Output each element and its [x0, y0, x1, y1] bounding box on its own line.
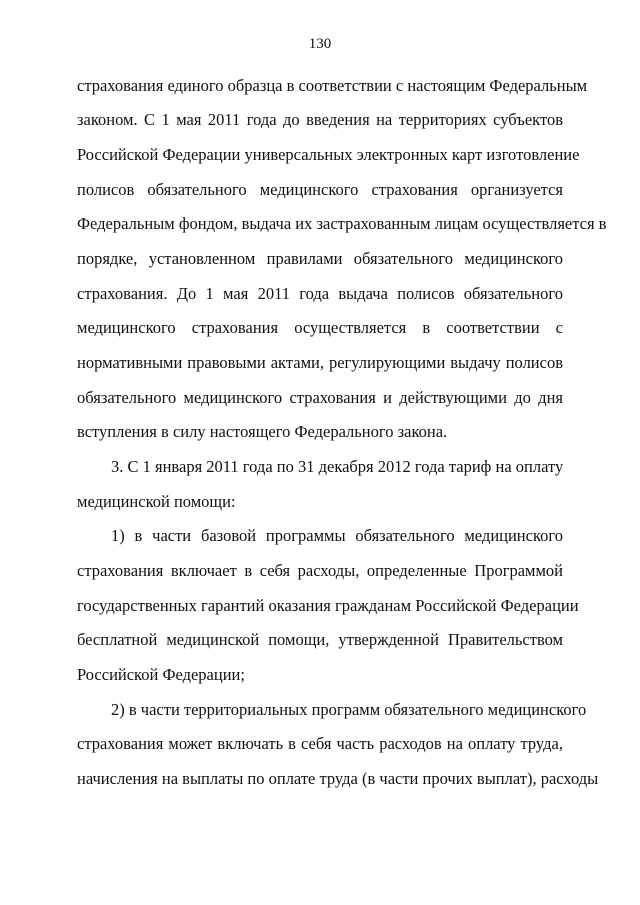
text-line: страхования включает в себя расходы, определенные Программой: [77, 561, 563, 580]
text-line: Российской Федерации универсальных электронных карт изготовление: [77, 145, 580, 164]
text-line: вступления в силу настоящего Федерального закона.: [77, 422, 448, 441]
text-line: обязательного медицинского страхования и действующими до дня: [77, 388, 563, 407]
text-line: полисов обязательного медицинского страхования организуется: [77, 180, 563, 199]
text-line: 3. С 1 января 2011 года по 31 декабря 2012 года тариф на оплату: [111, 457, 564, 476]
text-line: 2) в части территориальных программ обязательного медицинского: [111, 700, 587, 719]
text-line: начисления на выплаты по оплате труда (в части прочих выплат), расходы: [77, 769, 599, 788]
text-line: нормативными правовыми актами, регулирующими выдачу полисов: [77, 353, 563, 372]
text-line: страхования может включать в себя часть расходов на оплату труда,: [77, 734, 563, 753]
text-line: медицинского страхования осуществляется в соответствии с: [77, 318, 563, 337]
text-line: страхования единого образца в соответствии с настоящим Федеральным: [77, 76, 588, 95]
text-line: государственных гарантий оказания гражданам Российской Федерации: [77, 596, 579, 615]
text-line: порядке, установленном правилами обязательного медицинского: [77, 249, 563, 268]
text-line: 1) в части базовой программы обязательного медицинского: [111, 526, 563, 545]
text-line: Российской Федерации;: [77, 665, 245, 684]
text-line: медицинской помощи:: [77, 492, 236, 511]
text-line: Федеральным фондом, выдача их застрахованным лицам осуществляется в: [77, 214, 607, 233]
text-line: страхования. До 1 мая 2011 года выдача полисов обязательного: [77, 284, 563, 303]
page-number: 130: [308, 36, 332, 52]
text-line: законом. С 1 мая 2011 года до введения на территориях субъектов: [77, 110, 563, 129]
text-line: бесплатной медицинской помощи, утвержденной Правительством: [77, 630, 563, 649]
